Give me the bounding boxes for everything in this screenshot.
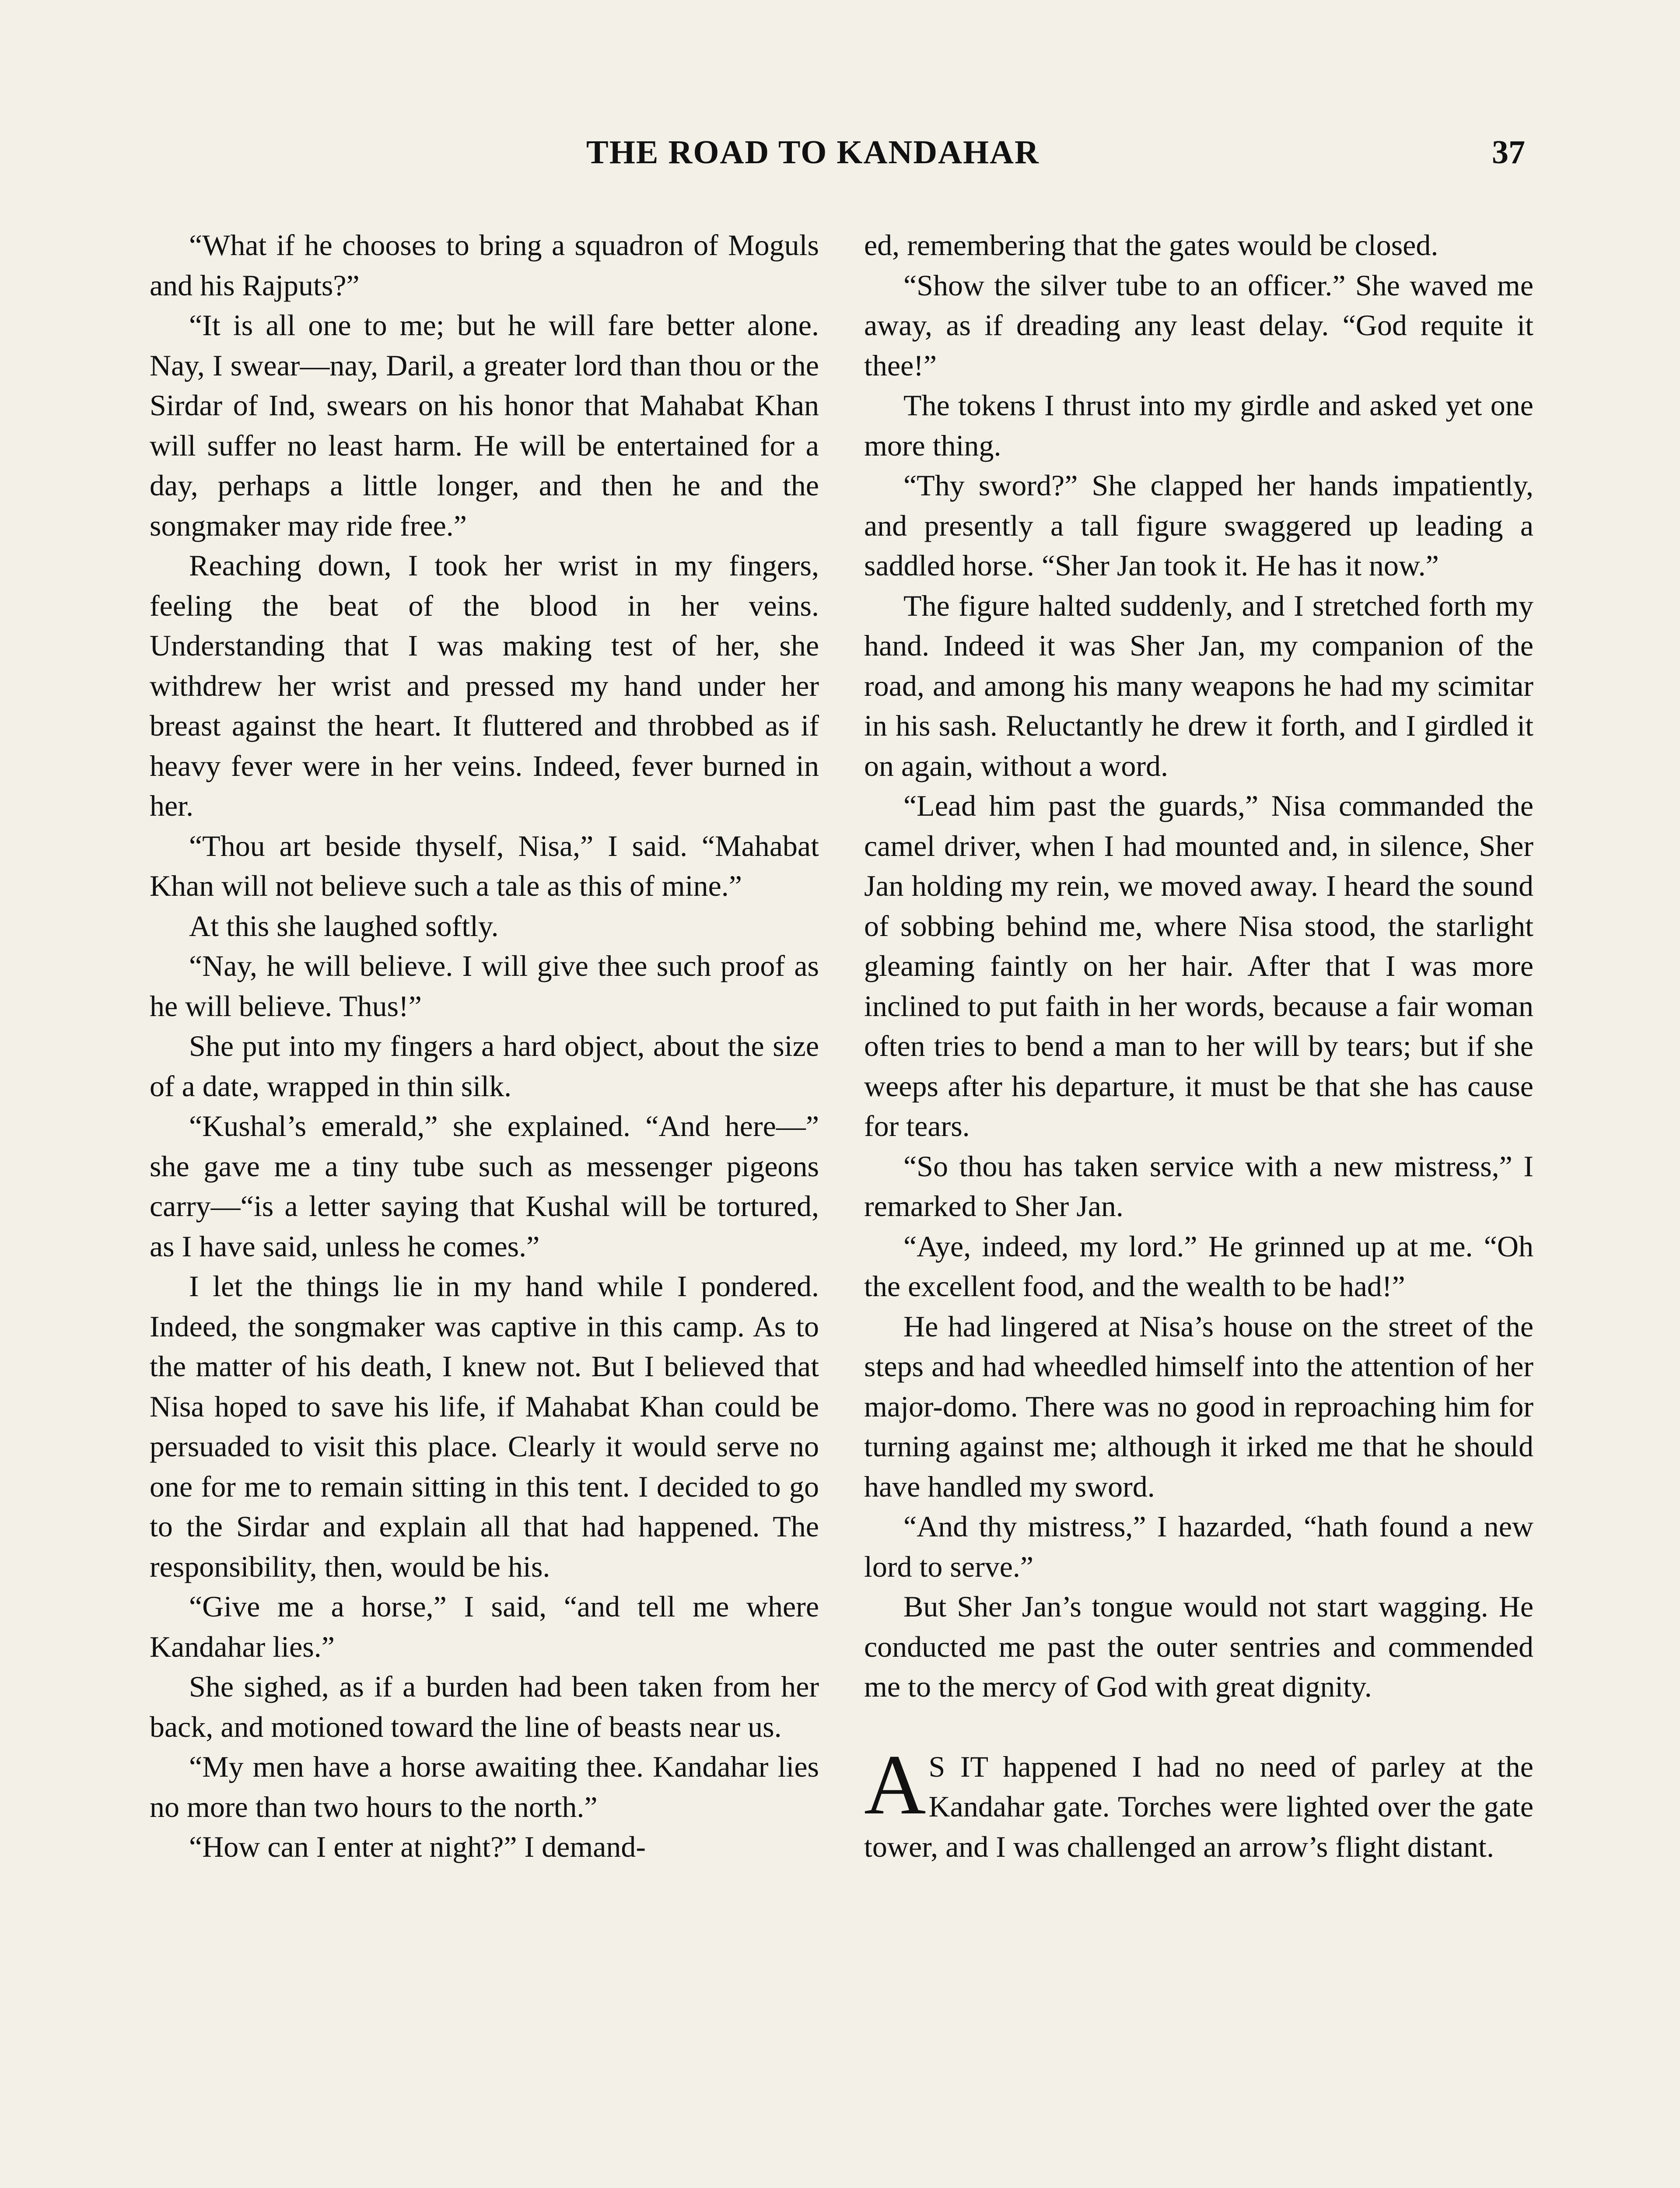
left-column [150, 225, 819, 1867]
section-lead-in: S IT [928, 1750, 988, 1783]
paragraph: “Lead him past the guards,” Nisa commanded the camel driver, when I had mounted and, in silence, Sher Jan holding my rein, we moved away. I heard the sound of sobbing behind me, where Nisa stood, the starlight gleaming faintly on her hair. After that I was more inclined to put faith in her words, because a fair woman often tries to bend a man to her will by tears; but if she weeps after his departure, it must be that she has cause for tears. [864, 789, 1533, 1143]
paragraph-continued: ed, remembering that the gates would be closed. [864, 228, 1438, 262]
paragraph: “Give me a horse,” I said, “and tell me where Kandahar lies.” [150, 1590, 819, 1663]
paragraph: “Thy sword?” She clapped her hands impatiently, and presently a tall figure swaggered up leading a saddled horse. “Sher Jan took it. He has it now.” [864, 469, 1533, 582]
paragraph: She put into my fingers a hard object, about the size of a date, wrapped in thin silk. [150, 1029, 819, 1103]
paragraph: “What if he chooses to bring a squadron of Moguls and his Rajputs?” [150, 228, 819, 302]
paragraph: “And thy mistress,” I hazarded, “hath found a new lord to serve.” [864, 1510, 1533, 1583]
paragraph: “Show the silver tube to an officer.” She waved me away, as if dreading any least delay. “God requite it thee!” [864, 268, 1533, 382]
paragraph: “Kushal’s emerald,” she explained. “And here—” she gave me a tiny tube such as messenger pigeons carry—“is a letter saying that Kushal will be tortured, as I have said, unless he comes.” [150, 1109, 819, 1263]
section-opening-paragraph [864, 1737, 1533, 1867]
paragraph: He had lingered at Nisa’s house on the street of the steps and had wheedled himself into the attention of her major-domo. There was no good in reproaching him for turning against me; although it irked me that he should have handled my sword. [864, 1309, 1533, 1503]
paragraph: Reaching down, I took her wrist in my fingers, feeling the beat of the blood in her veins. Understanding that I was making test of her, she withdrew her wrist and pressed my hand under her breast against the heart. It fluttered and throbbed as if heavy fever were in her veins. Indeed, fever burned in her. [150, 549, 819, 822]
paragraph: “My men have a horse awaiting thee. Kandahar lies no more than two hours to the north.” [150, 1750, 819, 1823]
right-column [864, 225, 1533, 1867]
paragraph: “Thou art beside thyself, Nisa,” I said. “Mahabat Khan will not believe such a tale as this of mine.” [150, 829, 819, 902]
paragraph: But Sher Jan’s tongue would not start wagging. He conducted me past the outer sentries and commended me to the mercy of God with great dignity. [864, 1590, 1533, 1703]
paragraph: She sighed, as if a burden had been taken from her back, and motioned toward the line of beasts near us. [150, 1670, 819, 1743]
drop-cap: A [864, 1737, 926, 1832]
running-title: THE ROAD TO KANDAHAR [586, 134, 1040, 171]
paragraph: At this she laughed softly. [189, 909, 499, 943]
paragraph: “How can I enter at night?” I demand- [189, 1830, 646, 1863]
paragraph: The figure halted suddenly, and I stretched forth my hand. Indeed it was Sher Jan, my companion of the road, and among his many weapons he had my scimitar in his sash. Reluctantly he drew it forth, and I girdled it on again, without a word. [864, 589, 1533, 782]
paragraph: “It is all one to me; but he will fare better alone. Nay, I swear—nay, Daril, a greater lord than thou or the Sirdar of Ind, swears on his honor that Mahabat Khan will suffer no least harm. He will be entertained for a day, perhaps a little longer, and then he and the songmaker may ride free.” [150, 309, 819, 542]
paragraph: The tokens I thrust into my girdle and asked yet one more thing. [864, 389, 1533, 462]
page-number: 37 [1492, 134, 1525, 171]
page-header [0, 133, 1680, 186]
paragraph: “So thou has taken service with a new mistress,” I remarked to Sher Jan. [864, 1149, 1533, 1223]
paragraph: I let the things lie in my hand while I pondered. Indeed, the songmaker was captive in this camp. As to the matter of his death, I knew not. But I believed that Nisa hoped to save his life, if Mahabat Khan could be persuaded to visit this place. Clearly it would serve no one for me to remain sitting in this tent. I decided to go to the Sirdar and explain all that had happened. The responsibility, then, would be his. [150, 1269, 819, 1583]
paragraph: “Aye, indeed, my lord.” He grinned up at me. “Oh the excellent food, and the wealth to be had!” [864, 1229, 1533, 1303]
paragraph: “Nay, he will believe. I will give thee such proof as he will believe. Thus!” [150, 949, 819, 1023]
section-text: happened I had no need of parley at the Kandahar gate. Torches were lighted over the gate tower, and I was challenged an arrow’s flight distant. [864, 1750, 1533, 1863]
